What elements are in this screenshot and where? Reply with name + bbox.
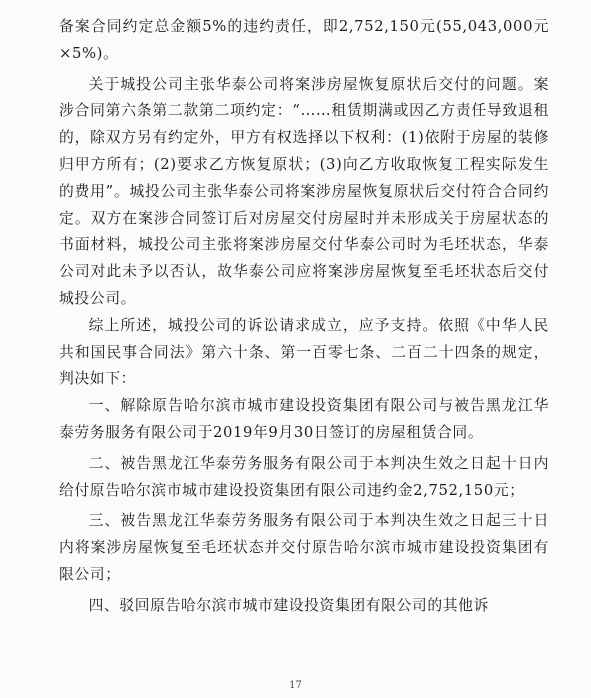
paragraph-conclusion: 综上所述，城投公司的诉讼请求成立，应予支持。依照《中华人民共和国民事合同法》第六十条、第一百零七条、二百二十四条的规定，判决如下： [59,316,549,388]
body-text [59,14,549,620]
judgment-item-2: 二、被告黑龙江华泰劳务服务有限公司于本判决生效之日起十日内给付原告哈尔滨市城市建设投资集团有限公司违约金2,752,150元； [59,454,549,499]
paragraph-continuation: 备案合同约定总金额5%的违约责任，即2,752,150元(55,043,000元×5%)。 [59,18,549,62]
paragraph-restoration-issue: 关于城投公司主张华泰公司将案涉房屋恢复原状后交付的问题。案涉合同第六条第二款第二项约定：“……租赁期满或因乙方责任导致退租的，除双方另有约定外，甲方有权选择以下权利：(1)依附于房屋的装修归甲方所有；(2)要求乙方恢复原状；(3)向乙方收取恢复工程实际发生的费用”。城投公司主张华泰公司将案涉房屋恢复原状后交付符合合同约定。双方在案涉合同签订后对房屋交付房屋时并未形成关于房屋状态的书面材料，城投公司主张将案涉房屋交付华泰公司时为毛坯状态，华泰公司对此未予以否认，故华泰公司应将案涉房屋恢复至毛坯状态后交付城投公司。 [59,75,549,307]
judgment-item-1: 一、解除原告哈尔滨市城市建设投资集团有限公司与被告黑龙江华泰劳务服务有限公司于2019年9月30日签订的房屋租赁合同。 [59,397,549,441]
judgment-item-4: 四、驳回原告哈尔滨市城市建设投资集团有限公司的其他诉 [88,596,489,614]
page-number: 17 [289,680,302,691]
judgment-item-3: 三、被告黑龙江华泰劳务服务有限公司于本判决生效之日起三十日内将案涉房屋恢复至毛坯状态并交付原告哈尔滨市城市建设投资集团有限公司； [59,512,549,583]
